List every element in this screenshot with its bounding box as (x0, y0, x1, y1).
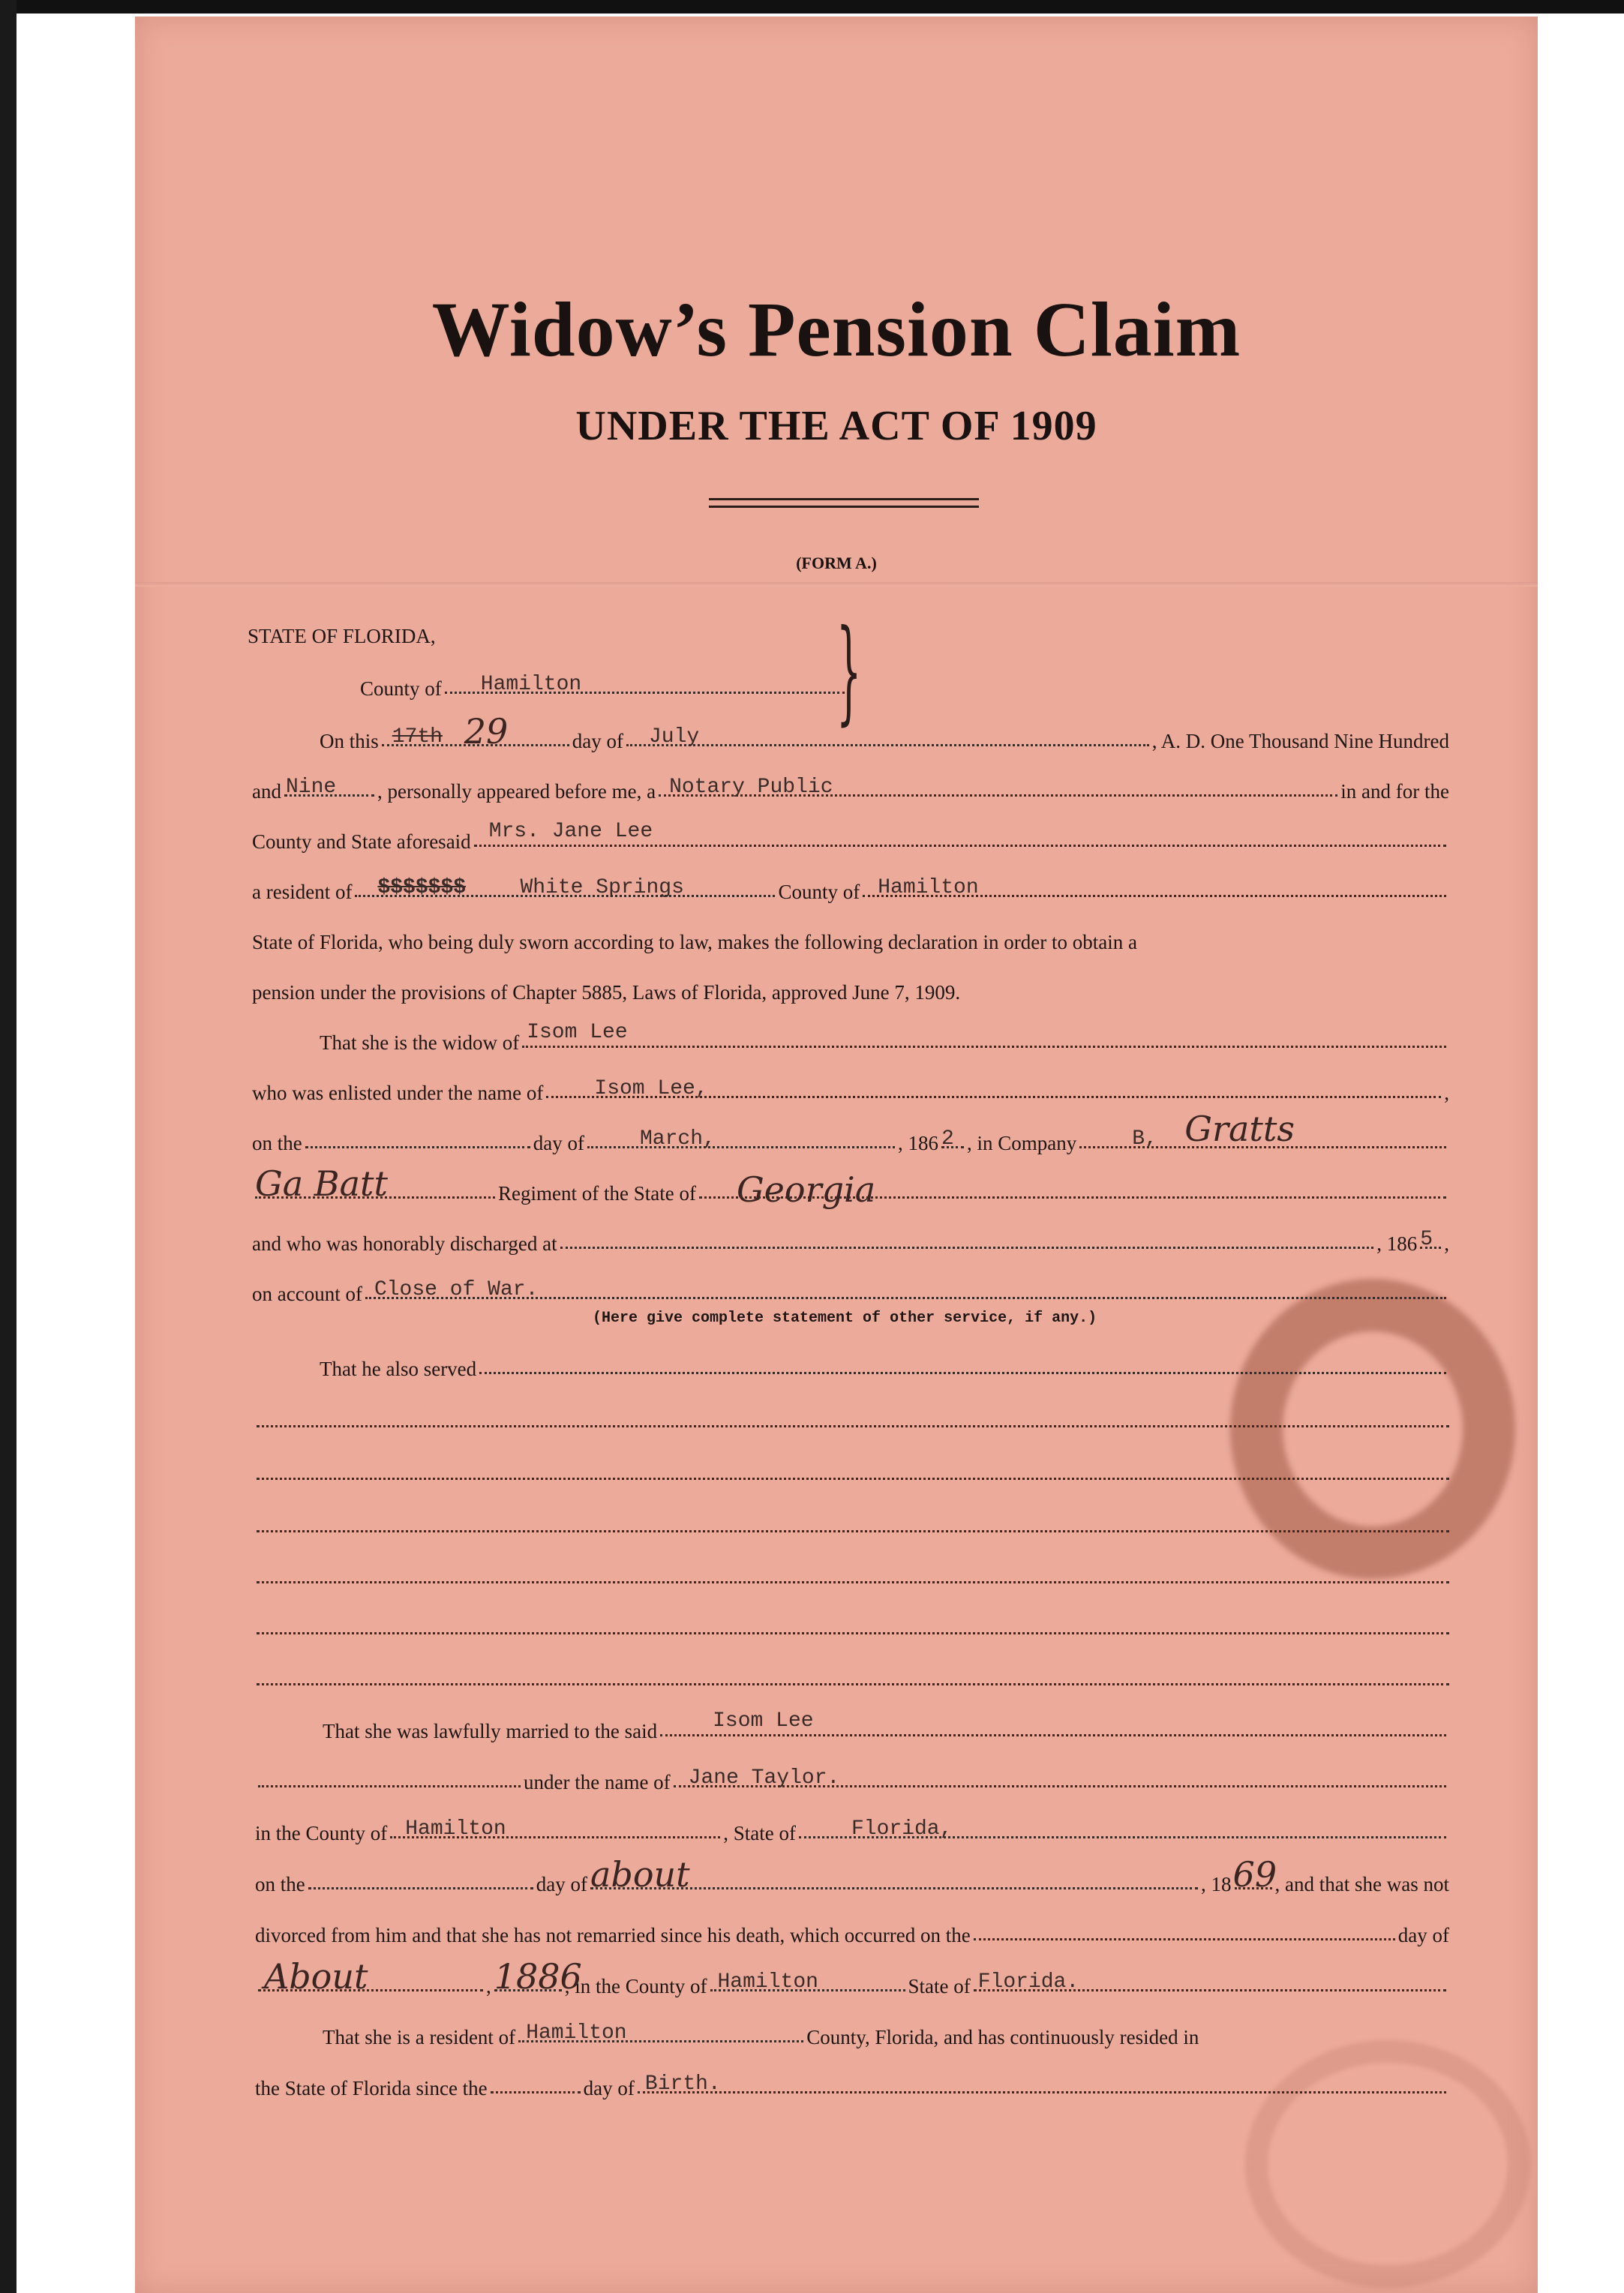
county-line: County of Hamilton (360, 668, 848, 701)
discharge-line: and who was honorably discharged at , 186 5 , (252, 1223, 1449, 1256)
day-field: 17th 29 (382, 719, 569, 746)
death-place-line: About , 1886 , in the County of Hamilton State of Florida. (255, 1965, 1449, 1998)
town-field: $$$$$$$ White Springs (355, 869, 775, 897)
enlist-year-field: 2 (941, 1121, 964, 1148)
account-field: Close of War. (365, 1271, 1446, 1299)
regiment-field: Ga Batt (255, 1171, 495, 1199)
scan-top-border (0, 0, 1624, 14)
officer-line: and Nine , personally appeared before me, a Notary Public in and for the (252, 770, 1449, 803)
claimant-field: Mrs. Jane Lee (474, 819, 1446, 847)
state-field: Georgia (699, 1171, 1446, 1199)
date-line: On this 17th 29 day of July , A. D. One Thousand Nine Hundred (320, 711, 1449, 752)
pension-line: pension under the provisions of Chapter 5885, Laws of Florida, approved June 7, 1909. (252, 981, 961, 1004)
since-field: Birth. (638, 2066, 1446, 2093)
document-title: Widow’s Pension Claim (431, 287, 1241, 373)
year-word-field: Nine (284, 769, 374, 797)
married-husband-field: Isom Lee (660, 1709, 1446, 1736)
marriage-place-line: in the County of Hamilton , State of Florida, (255, 1812, 1449, 1845)
residence-line: a resident of $$$$$$$ White Springs County of Hamilton (252, 871, 1449, 904)
title-rule-lower (709, 506, 979, 508)
maiden-prefix-field (258, 1760, 521, 1787)
account-line: on account of Close of War. (252, 1273, 1449, 1306)
since-day-field (491, 2066, 581, 2093)
venue-brace: } (836, 606, 862, 737)
blank-line-2 (257, 1478, 1449, 1480)
death-month-field: About (258, 1964, 483, 1991)
marriage-date-line: on the day of about , 18 69 , and that she was not (255, 1854, 1449, 1895)
month-field: July (626, 719, 1149, 746)
enlisted-line: who was enlisted under the name of Isom Lee, , (252, 1072, 1449, 1105)
sworn-line: State of Florida, who being duly sworn according to law, makes the following declaration in order to obtain a (252, 931, 1137, 953)
blank-line-5 (257, 1632, 1449, 1634)
scan-left-border (0, 0, 17, 2293)
married-line: That she was lawfully married to the said Isom Lee (323, 1710, 1449, 1743)
res-county-field: Hamilton (863, 869, 1446, 897)
officer-field: Notary Public (659, 769, 1337, 797)
service-note: (Here give complete statement of other service, if any.) (593, 1310, 1097, 1327)
husband-field: Isom Lee (522, 1020, 1446, 1048)
state-heading: STATE OF FLORIDA, (248, 625, 436, 647)
widow-line: That she is the widow of Isom Lee (320, 1022, 1449, 1055)
death-line: divorced from him and that she has not remarried since his death, which occurred on the day of (255, 1914, 1449, 1947)
death-day-field (974, 1913, 1395, 1940)
death-county-field: Hamilton (710, 1964, 905, 1991)
title-rule-upper (709, 498, 979, 500)
discharge-year-field: 5 (1420, 1221, 1441, 1249)
document-subtitle: UNDER THE ACT OF 1909 (575, 403, 1097, 449)
paper-fold-crease (135, 582, 1538, 587)
form-label: (FORM A.) (796, 554, 877, 572)
blank-line-1 (257, 1425, 1449, 1427)
marriage-county-field: Hamilton (390, 1811, 720, 1838)
regiment-line: Ga Batt Regiment of the State of Georgia (252, 1172, 1449, 1205)
enlist-month-field: March, (587, 1121, 895, 1148)
resident-line: That she is a resident of Hamilton County, Florida, and has continuously resided in (323, 2016, 1449, 2049)
also-served-line: That he also served (320, 1348, 1449, 1381)
marriage-state-field: Florida, (799, 1811, 1446, 1838)
blank-line-3 (257, 1530, 1449, 1532)
maiden-name-field: Jane Taylor. (674, 1760, 1446, 1787)
stamp-stain (1230, 1279, 1515, 1579)
resident-county-field: Hamilton (518, 2015, 803, 2042)
also-served-field (479, 1346, 1446, 1374)
death-state-field: Florida. (974, 1964, 1446, 1991)
marriage-day-field (308, 1862, 533, 1889)
claimant-line: County and State aforesaid Mrs. Jane Lee (252, 821, 1449, 854)
marriage-month-field: about (590, 1862, 1198, 1889)
enlisted-field: Isom Lee, (546, 1070, 1441, 1098)
county-field: Hamilton (445, 666, 845, 694)
maiden-name-line: under the name of Jane Taylor. (255, 1761, 1449, 1794)
discharge-place-field (560, 1221, 1374, 1249)
blank-line-6 (257, 1683, 1449, 1685)
company-field: B, Gratts (1079, 1121, 1446, 1148)
death-year-field: 1886 (494, 1956, 582, 1997)
enlistment-date-line: on the day of March, , 186 2 , in Company B, Gratts (252, 1122, 1449, 1155)
blank-line-4 (257, 1581, 1449, 1583)
marriage-year-field: 69 (1232, 1854, 1277, 1895)
since-line: the State of Florida since the day of Birth. (255, 2067, 1449, 2100)
enlist-day-field (305, 1121, 530, 1148)
